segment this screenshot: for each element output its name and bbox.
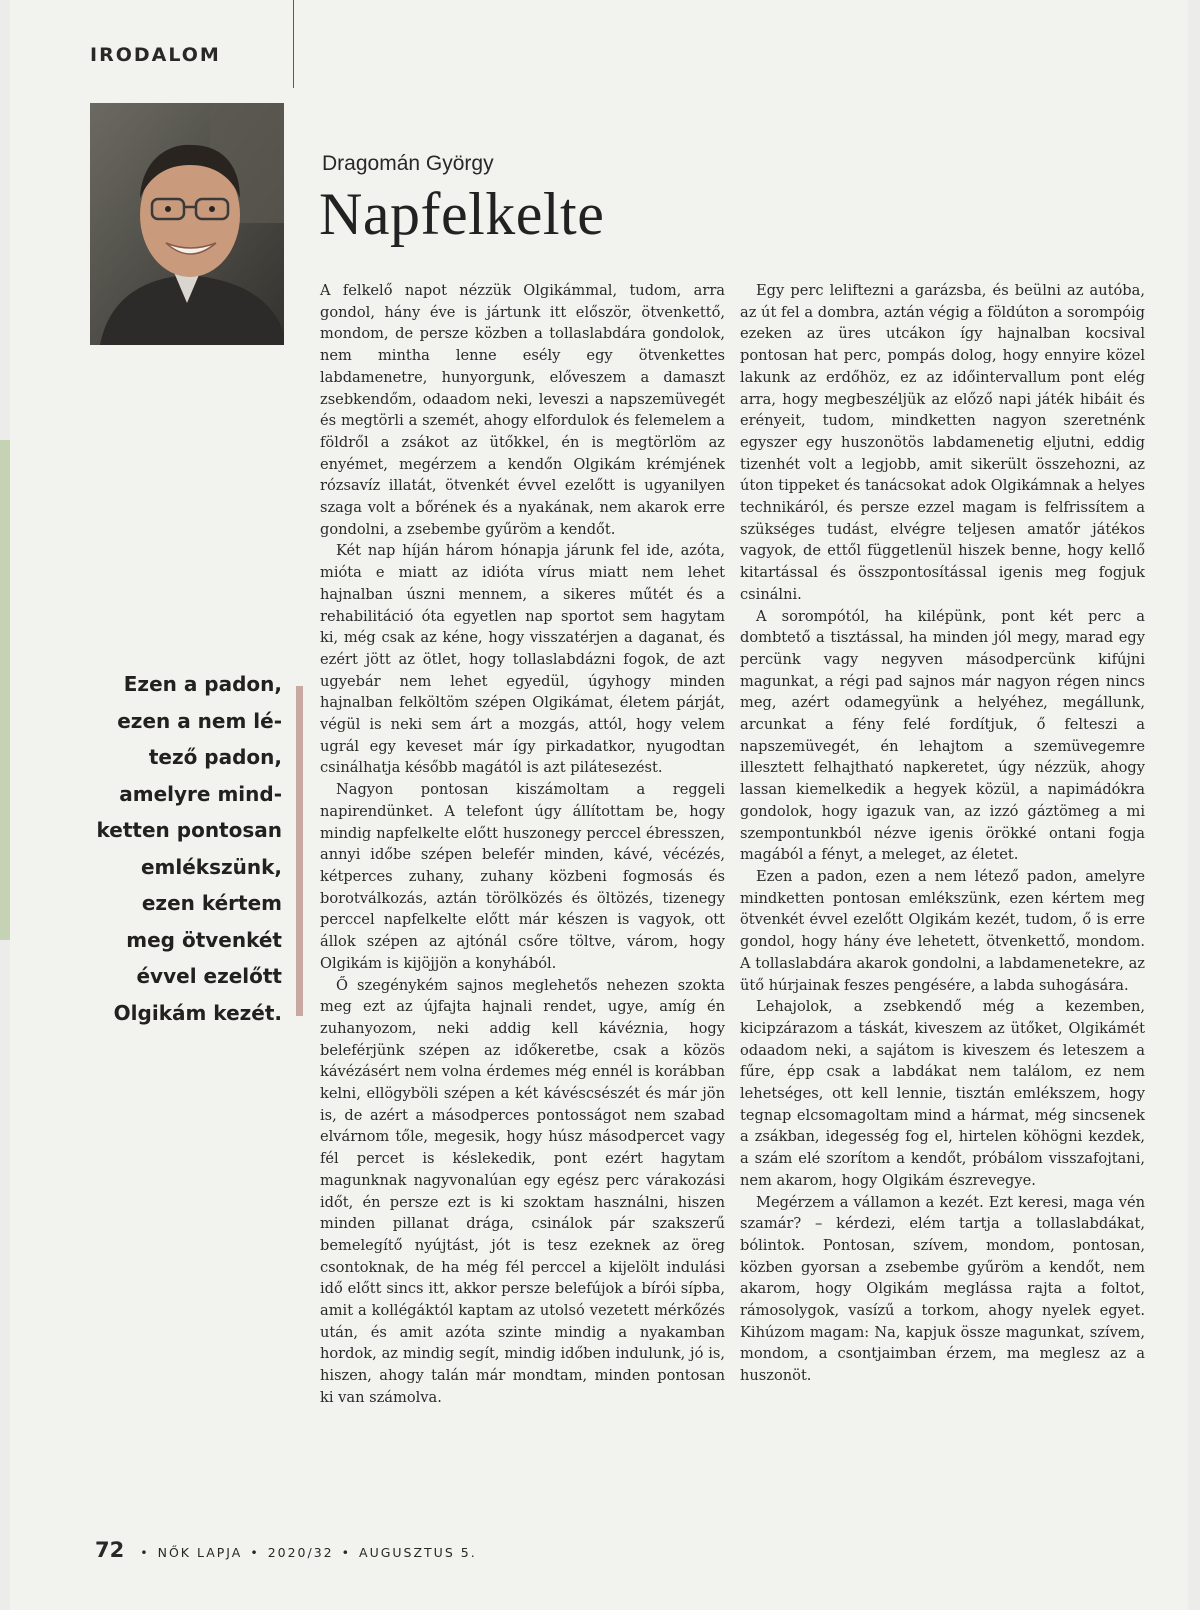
page-footer (95, 1538, 477, 1562)
paragraph: A sorompótól, ha kilépünk, pont két perc a dombtető a tisztással, ha minden jól megy, marad egy percünk vagy negyven másodpercünk kifújni magunkat, a régi pad sajnos már nagyon régen nincs meg, azért odamegyünk a helyéhez, megállunk, arcunkat a fény felé fordítjuk, ő felteszi a napszemüvegét, én lehajtom a szemüvegemre illesztett felhajtható napkeretet, úgy nézzük, ahogy lassan kiemelkedik a hegyek közül, a napimádókra gondolok, hogy igazuk van, az izzó gáztömeg a mi szempontunkból nézve igenis örökké ontani fogja magából a fényt, a meleget, az életet. (740, 607, 1145, 864)
header-divider (293, 0, 294, 88)
paragraph: Ezen a padon, ezen a nem létező padon, amelyre mindketten pontosan emlékszünk, ezen kértem meg ötvenkét évvel ezelőtt Olgikám kezét, tudom, ő is erre gondol, hogy hány éve lehetett, ötvenkettő, mondom. A tollaslabdára akarok gondolni, a labdamenetekre, az ütő húrjainak feszes pengésére, a labda suhogására. (740, 867, 1145, 994)
paragraph: Lehajolok, a zsebkendő még a kezemben, kicipzárazom a táskát, kiveszem az ütőket, Olgikámét odaadom neki, a sajátom is kiveszem és leteszem a fűre, épp csak a labdákat nem találom, ez nem lehetséges, ott kell lennie, tisztán emlékszem, hogy tegnap elcsomagoltam mind a hármat, még sincsenek a zsákban, idegesség fog el, hirtelen köhögni kezdek, a szám elé szorítom a kendőt, próbálom visszafojtani, nem akarom, hogy Olgikám észrevegye. (740, 998, 1145, 1189)
author-portrait-image (90, 103, 284, 345)
author-photo (90, 103, 284, 345)
section-label: IRODALOM (90, 44, 221, 66)
issue-date: AUGUSZTUS 5. (359, 1545, 477, 1560)
issue-number: 2020/32 (267, 1545, 334, 1560)
pull-quote: Ezen a padon, ezen a nem lé-tező padon, amelyre mind-ketten pontosan emlékszünk, ezen kértem meg ötvenkét évvel ezelőtt Olgikám kezét. (96, 672, 282, 1025)
paragraph: Két nap híján három hónapja járunk fel ide, azóta, mióta e miatt az idióta vírus miatt nem lehet hajnalban úszni mennem, a sikeres műtét és a rehabilitáció óta egyetlen nap sportot sem hagytam ki, még csak az kéne, hogy visszatérjen a daganat, és ezért jött az ötlet, hogy tollaslabdázni fogok, de azt ugyebár nem lehet egyedül, úgyhogy minden hajnalban felköltöm szépen Olgikámat, életem párját, végül is neki sem árt a mozgás, attól, hogy velem ugrál egy keveset már így pirkadatkor, nyugodtan csinálhatja később magától is azt pilátesezést. (320, 542, 725, 777)
article-column-right (740, 280, 1145, 1387)
pull-quote-bar (296, 686, 303, 1016)
paragraph: Egy perc leliftezni a garázsba, és beülni az autóba, az út fel a dombra, aztán végig a földúton a sorompóig ezeken az üres utcákon így hajnalban kocsival pontosan hat perc, pompás dolog, hogy ennyire közel lakunk az erdőhöz, ez az időintervallum pont elég arra, hogy megbeszéljük az előző napi játék hibáit és erényeit, tudom, mindketten nagyon szeretnénk egyszer egy huszonötös labdamenetig eljutni, eddig tizenhét volt a legjobb, amit sikerült összehozni, az úton tippeket és tanácsokat adok Olgikámnak a helyes technikáról, és persze ezzel magam is felfrissítem a szükséges tudást, elvégre teljesen amatőr játékos vagyok, de ettől függetlenül hiszek benne, hogy kellő kitartással és összpontosítással igenis meg fogjuk csinálni. (740, 282, 1145, 603)
page-number: 72 (95, 1538, 125, 1562)
separator-dot: • (140, 1545, 150, 1560)
separator-dot: • (250, 1545, 260, 1560)
magazine-page (10, 0, 1188, 1610)
paragraph: Megérzem a vállamon a kezét. Ezt keresi, maga vén szamár? – kérdezi, elém tartja a tollaslabdákat, bólintok. Pontosan, szívem, mondom, pontosan, közben gyorsan a zsebembe gyűröm a kendőt, nem akarom, hogy Olgikám meglássa rajta a foltot, rámosolygok, vasízű a torkom, ahogy nyelek egyet. Kihúzom magam: Na, kapjuk össze magunkat, szívem, mondom, a csontjaimban érzem, ma meglesz az a huszonöt. (740, 1193, 1145, 1385)
paragraph: Ő szegénykém sajnos meglehetős nehezen szokta meg ezt az újfajta hajnali rendet, ugye, amíg én zuhanyozom, neki addig kell kávéznia, hogy beleférjünk szépen az időkeretbe, csak a közös kávézásért nem volna érdemes még ennél is korábban kelni, ellögyböli szépen a két kávéscsészét és már jön is, de azért a másodperces pontosságot nem szabad elvárnom tőle, megesik, hogy húsz másodpercet vagy fél percet is késlekedik, pont ezért hagytam magunknak nagyvonalúan egy egész perc várakozási időt, én persze ezt is ki szoktam használni, hiszen minden pillanat drága, csinálok pár szakszerű bemelegítő nyújtást, jót is tesz ezeknek az öreg csontoknak, de ha még fél perccel a kijelölt indulási idő előtt sincs itt, akkor persze belefújok a bírói sípba, amit a kollégáktól kaptam az utolsó vezetett mérkőzés után, és amit azóta szinte mindig a nyakamban hordok, az mindig segít, mindig időben indulunk, jó is, hiszen, ahogy talán már mondtam, minden pontosan ki van számolva. (320, 976, 725, 1406)
paragraph: Nagyon pontosan kiszámoltam a reggeli napirendünket. A telefont úgy állítottam be, hogy mindig napfelkelte előtt huszonegy perccel ébresszen, annyi időbe szépen belefér minden, kávé, vécézés, kétperces zuhany, zuhany közbeni fogmosás és borotválkozás, aztán törölközés és öltözés, tizenegy perccel napfelkelte előtt már készen is vagyok, ott állok szépen az ajtónál csőre töltve, várom, hogy Olgikám is kijöjjön a konyhából. (320, 781, 725, 972)
author-name: Dragomán György (322, 152, 494, 175)
article-column-left (320, 280, 725, 1409)
separator-dot: • (341, 1545, 352, 1560)
paragraph: A felkelő napot nézzük Olgikámmal, tudom, arra gondol, hány éve is jártunk itt először, ötvenkettő, mondom, de persze közben a tollaslabdára gondolok, nem mintha lenne esély egy ötvenkettes labdamenetre, hunyorgunk, előveszem a damaszt zsebkendőm, odaadom neki, leveszi a napszemüvegét és megtörli a szemét, ahogy elfordulok és felemelem a földről a zsákot az ütőkkel, én is megtörlöm az enyémet, megérzem a kendőn Olgikám krémjének rózsavíz illatát, ötvenkét évvel ezelőtt is ugyanilyen szaga volt a bőrének és a nyakának, nem akarok erre gondolni, a zsebembe gyűröm a kendőt. (320, 282, 725, 538)
magazine-name: NŐK LAPJA (157, 1545, 243, 1560)
article-title: Napfelkelte (319, 181, 605, 247)
